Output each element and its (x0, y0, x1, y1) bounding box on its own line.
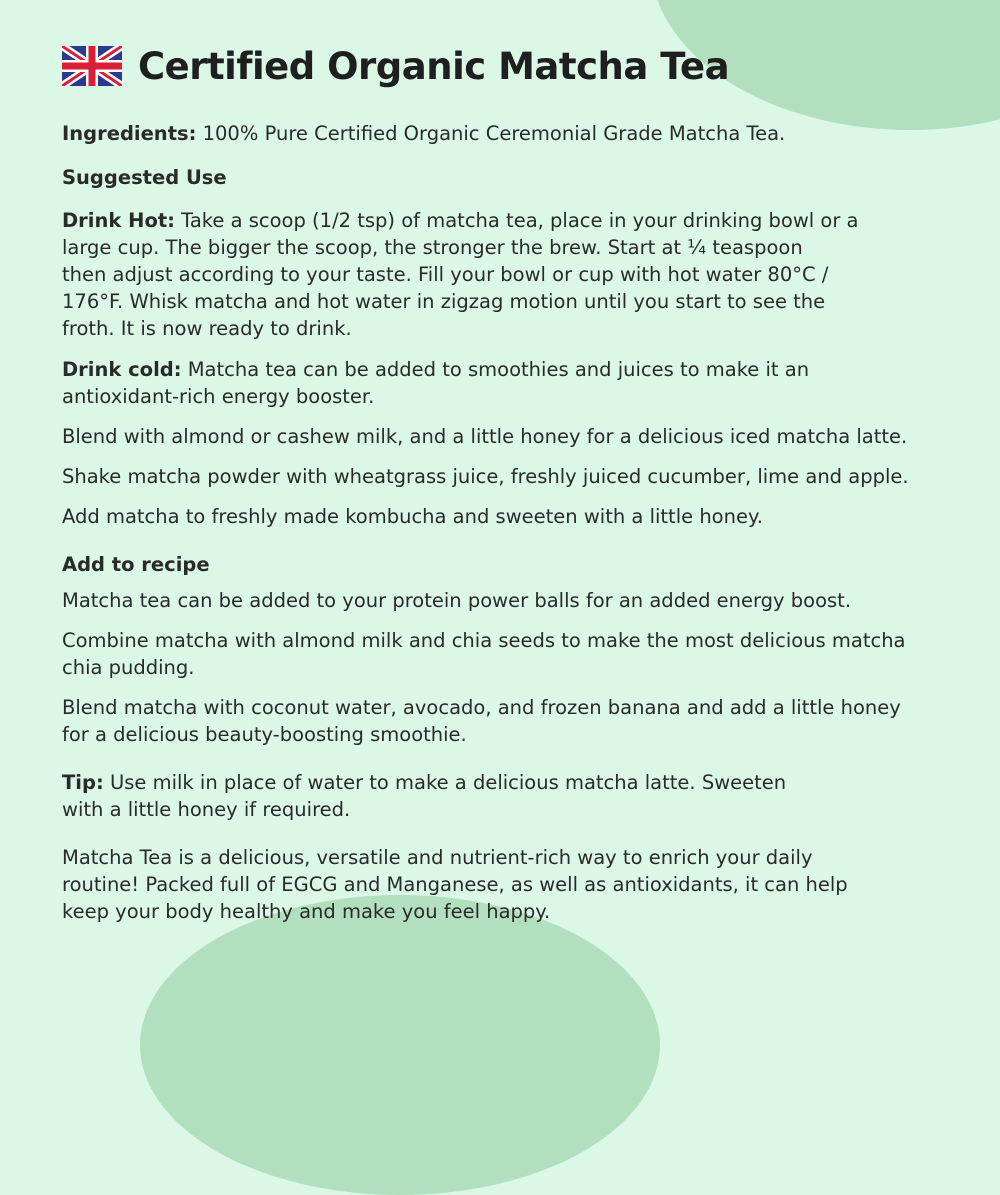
recipe-item-2 (62, 627, 972, 681)
recipe-item-3-line-2: for a delicious beauty-boosting smoothie. (62, 723, 467, 746)
drink-cold-line-2: antioxidant-rich energy booster. (62, 385, 375, 408)
closing-line-3: keep your body healthy and make you feel happy. (62, 900, 551, 923)
drink-hot-line-5: froth. It is now ready to drink. (62, 317, 352, 340)
drink-hot-paragraph (62, 207, 972, 342)
drink-hot-line-3: then adjust according to your taste. Fill your bowl or cup with hot water 80°C / (62, 263, 829, 286)
recipe-item-2-line-1: Combine matcha with almond milk and chia seeds to make the most delicious matcha (62, 629, 906, 652)
cold-tip-1: Blend with almond or cashew milk, and a little honey for a delicious iced matcha latte. (62, 425, 908, 448)
ingredients-label: Ingredients: (62, 122, 197, 145)
ingredients-paragraph (62, 120, 972, 147)
page-title: Certified Organic Matcha Tea (138, 44, 730, 88)
tip-line-1: Use milk in place of water to make a delicious matcha latte. Sweeten (103, 771, 787, 794)
closing-line-2: routine! Packed full of EGCG and Manganese, as well as antioxidants, it can help (62, 873, 848, 896)
recipe-item-1: Matcha tea can be added to your protein power balls for an added energy boost. (62, 589, 852, 612)
decorative-blob-bottom (140, 895, 660, 1195)
drink-hot-line-4: 176°F. Whisk matcha and hot water in zigzag motion until you start to see the (62, 290, 826, 313)
closing-paragraph (62, 844, 972, 925)
ingredients-text: 100% Pure Certified Organic Ceremonial Grade Matcha Tea. (196, 122, 786, 145)
closing-line-1: Matcha Tea is a delicious, versatile and nutrient-rich way to enrich your daily (62, 846, 813, 869)
suggested-use-heading: Suggested Use (62, 166, 227, 189)
uk-flag-icon (62, 46, 122, 86)
drink-cold-label: Drink cold: (62, 358, 182, 381)
drink-hot-line-2: large cup. The bigger the scoop, the stronger the brew. Start at ¼ teaspoon (62, 236, 803, 259)
drink-cold-paragraph (62, 356, 972, 410)
cold-tip-2: Shake matcha powder with wheatgrass juice, freshly juiced cucumber, lime and apple. (62, 465, 909, 488)
drink-hot-label: Drink Hot: (62, 209, 175, 232)
add-to-recipe-heading: Add to recipe (62, 553, 210, 576)
drink-hot-line-1: Take a scoop (1/2 tsp) of matcha tea, place in your drinking bowl or a (174, 209, 859, 232)
header (62, 40, 972, 92)
recipe-item-3-line-1: Blend matcha with coconut water, avocado, and frozen banana and add a little honey (62, 696, 901, 719)
tip-label: Tip: (62, 771, 104, 794)
tip-line-2: with a little honey if required. (62, 798, 351, 821)
product-info (62, 40, 972, 925)
tip-paragraph (62, 769, 972, 823)
recipe-item-3 (62, 694, 972, 748)
drink-cold-line-1: Matcha tea can be added to smoothies and juices to make it an (181, 358, 810, 381)
recipe-item-2-line-2: chia pudding. (62, 656, 195, 679)
cold-tip-3: Add matcha to freshly made kombucha and sweeten with a little honey. (62, 505, 763, 528)
